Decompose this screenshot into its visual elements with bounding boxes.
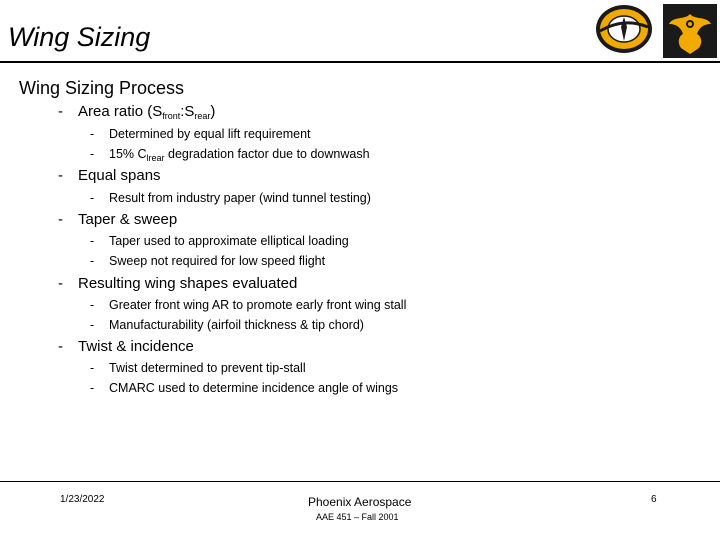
page-number: 6 <box>651 494 657 505</box>
sub-bullet-text: CMARC used to determine incidence angle of wings <box>109 381 399 395</box>
sub-bullet-text: 15% $C_{lrear}$ degradation factor due to downwash <box>109 147 370 163</box>
bullet-text: Twist & incidence <box>78 338 194 355</box>
footer-date: 1/23/2022 <box>60 494 105 505</box>
bullet-text: Taper & sweep <box>78 211 178 228</box>
sub-bullet-text: Manufacturability (airfoil thickness & tip chord) <box>109 318 364 332</box>
sub-bullet-text: Sweep not required for low speed flight <box>109 254 326 268</box>
sub-bullet-text: Result from industry paper (wind tunnel testing) <box>109 191 371 205</box>
phoenix-logo <box>663 4 717 58</box>
sub-bullet-text: Determined by equal lift requirement <box>109 127 311 141</box>
slide-title: Wing Sizing <box>8 22 151 52</box>
section-heading: Wing Sizing Process <box>19 78 185 98</box>
sub-bullet-text: Twist determined to prevent tip-stall <box>109 361 306 375</box>
bullet-text: Area ratio $(S_{front}:S_{rear})$ <box>78 103 216 121</box>
bullet-text: Equal spans <box>78 167 161 184</box>
footer-course: AAE 451 – Fall 2001 <box>316 512 399 522</box>
sub-bullet-text: Greater front wing AR to promote early front wing stall <box>109 298 407 312</box>
bullet-dash: - <box>58 103 63 120</box>
footer-rule <box>0 481 720 482</box>
bullet-text: Resulting wing shapes evaluated <box>78 275 298 292</box>
sub-bullet-text: Taper used to approximate elliptical loading <box>109 234 349 248</box>
aerospace-emblem-logo <box>594 3 654 55</box>
footer-company: Phoenix Aerospace <box>308 495 412 509</box>
title-rule <box>0 61 720 63</box>
